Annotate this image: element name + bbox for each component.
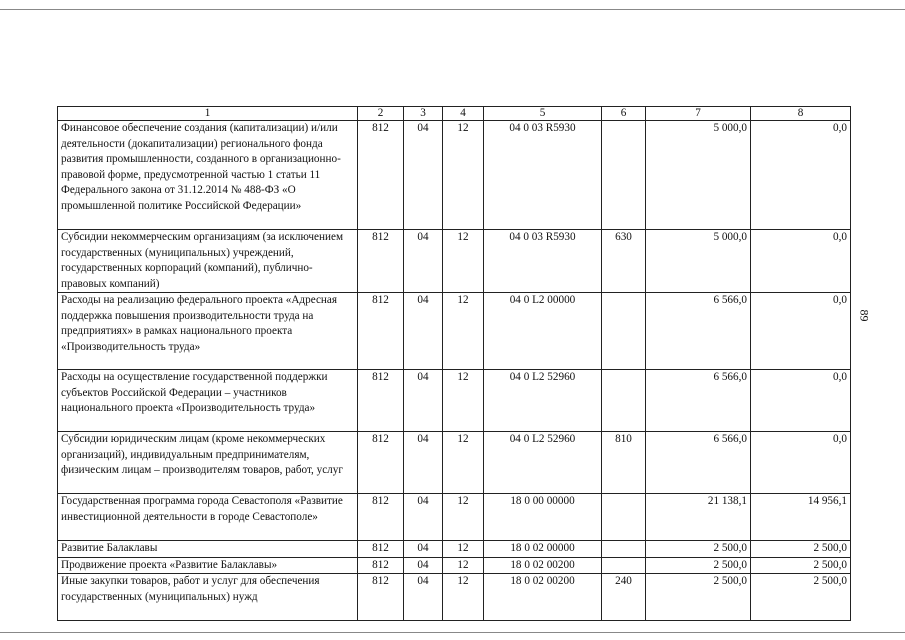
table-row [58,293,851,370]
cell-amount-1: 6 566,0 [646,370,751,432]
cell-expense-type: 630 [602,230,646,293]
cell-section: 04 [404,230,443,293]
top-rule [0,9,905,10]
cell-amount-2: 2 500,0 [751,574,851,621]
cell-admin-code: 812 [358,293,404,370]
cell-amount-2: 0,0 [751,370,851,432]
cell-amount-1: 6 566,0 [646,293,751,370]
row-name: Субсидии юридическим лицам (кроме некоммерческих организаций), индивидуальным предпринимателям, физическим лицам – производителям товаров, работ, услуг [58,432,358,494]
header-row [58,107,851,121]
cell-section: 04 [404,432,443,494]
table-row [58,494,851,541]
bottom-rule [0,632,905,633]
cell-expense-type: 240 [602,574,646,621]
cell-subsection: 12 [443,557,484,574]
cell-section: 04 [404,541,443,558]
table-row [58,541,851,558]
cell-section: 04 [404,370,443,432]
budget-table [57,106,851,621]
cell-target-article: 04 0 03 R5930 [484,230,602,293]
table-row [58,370,851,432]
cell-admin-code: 812 [358,121,404,230]
row-name: Финансовое обеспечение создания (капитализации) и/или деятельности (докапитализации) регионального фонда развития промышленности, созданного в организационно-правовой форме, предусмотренной частью 1 статьи 11 Федерального закона от 31.12.2014 № 488-ФЗ «О промышленной политике Российской Федерации» [58,121,358,230]
header-cell: 1 [58,107,358,121]
cell-section: 04 [404,293,443,370]
cell-expense-type [602,370,646,432]
cell-amount-1: 2 500,0 [646,541,751,558]
cell-subsection: 12 [443,121,484,230]
cell-target-article: 04 0 L2 00000 [484,293,602,370]
row-name: Иные закупки товаров, работ и услуг для обеспечения государственных (муниципальных) нужд [58,574,358,621]
cell-expense-type [602,494,646,541]
table-row [58,121,851,230]
cell-amount-1: 21 138,1 [646,494,751,541]
cell-amount-2: 14 956,1 [751,494,851,541]
cell-amount-1: 6 566,0 [646,432,751,494]
cell-section: 04 [404,494,443,541]
cell-admin-code: 812 [358,432,404,494]
cell-admin-code: 812 [358,557,404,574]
cell-amount-2: 0,0 [751,293,851,370]
row-name: Расходы на реализацию федерального проекта «Адресная поддержка повышения производительности труда на предприятиях» в рамках национального проекта «Производительность труда» [58,293,358,370]
table-row [58,574,851,621]
cell-admin-code: 812 [358,574,404,621]
cell-subsection: 12 [443,293,484,370]
cell-amount-2: 2 500,0 [751,541,851,558]
cell-target-article: 18 0 02 00200 [484,574,602,621]
cell-expense-type [602,293,646,370]
row-name: Государственная программа города Севастополя «Развитие инвестиционной деятельности в городе Севастополе» [58,494,358,541]
cell-expense-type [602,541,646,558]
cell-amount-2: 0,0 [751,121,851,230]
cell-expense-type: 810 [602,432,646,494]
cell-admin-code: 812 [358,541,404,558]
cell-amount-2: 0,0 [751,432,851,494]
page-number: 89 [857,309,872,322]
header-cell: 6 [602,107,646,121]
header-cell: 8 [751,107,851,121]
table-row [58,557,851,574]
cell-amount-1: 5 000,0 [646,230,751,293]
table-row [58,432,851,494]
cell-expense-type [602,121,646,230]
cell-amount-1: 2 500,0 [646,557,751,574]
header-cell: 3 [404,107,443,121]
cell-subsection: 12 [443,574,484,621]
row-name: Развитие Балаклавы [58,541,358,558]
cell-section: 04 [404,574,443,621]
header-cell: 4 [443,107,484,121]
table-row [58,230,851,293]
cell-target-article: 18 0 00 00000 [484,494,602,541]
cell-expense-type [602,557,646,574]
cell-target-article: 04 0 L2 52960 [484,370,602,432]
header-cell: 7 [646,107,751,121]
cell-admin-code: 812 [358,230,404,293]
cell-target-article: 04 0 03 R5930 [484,121,602,230]
cell-amount-2: 0,0 [751,230,851,293]
cell-admin-code: 812 [358,370,404,432]
cell-target-article: 04 0 L2 52960 [484,432,602,494]
cell-subsection: 12 [443,494,484,541]
cell-subsection: 12 [443,541,484,558]
cell-subsection: 12 [443,230,484,293]
cell-section: 04 [404,557,443,574]
row-name: Субсидии некоммерческим организациям (за исключением государственных (муниципальных) учреждений, государственных корпораций (компаний), публично-правовых компаний) [58,230,358,293]
row-name: Расходы на осуществление государственной поддержки субъектов Российской Федерации – участников национального проекта «Производительность труда» [58,370,358,432]
cell-target-article: 18 0 02 00200 [484,557,602,574]
cell-subsection: 12 [443,370,484,432]
cell-amount-2: 2 500,0 [751,557,851,574]
cell-amount-1: 2 500,0 [646,574,751,621]
cell-target-article: 18 0 02 00000 [484,541,602,558]
cell-admin-code: 812 [358,494,404,541]
header-cell: 2 [358,107,404,121]
cell-amount-1: 5 000,0 [646,121,751,230]
header-cell: 5 [484,107,602,121]
cell-section: 04 [404,121,443,230]
row-name: Продвижение проекта «Развитие Балаклавы» [58,557,358,574]
cell-subsection: 12 [443,432,484,494]
